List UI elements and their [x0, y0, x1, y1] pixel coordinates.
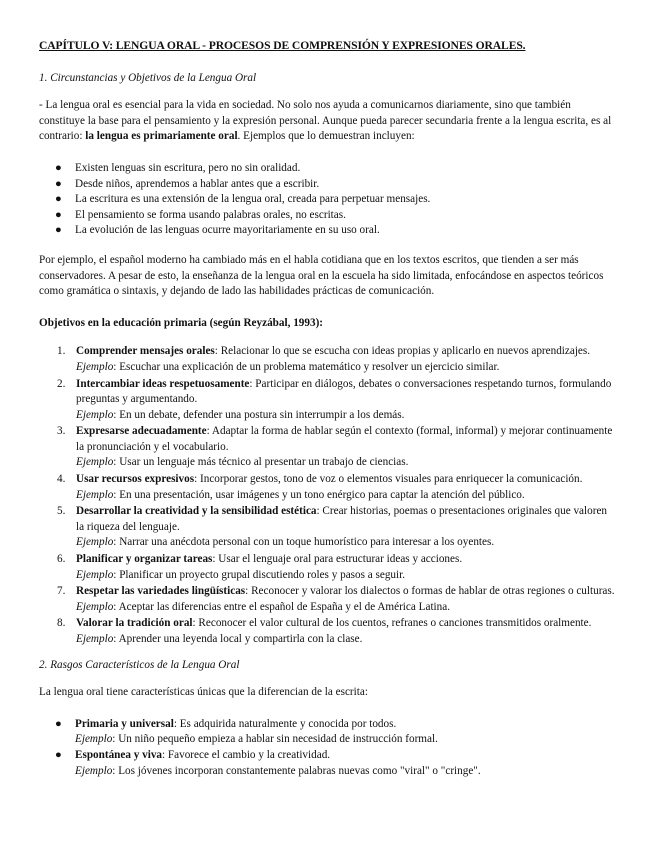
bullet-icon: ● [55, 748, 62, 761]
objective-item: 1. Comprender mensajes orales: Relacionar lo que se escucha con ideas propias y aplicarlo en nuevos aprendizajes. Ejemplo: Escuchar una explicación de un problema matemático y resolver un ejercicio similar. [57, 345, 591, 373]
bullet-icon: ● [55, 177, 62, 190]
list-item: ● La escritura es una extensión de la lengua oral, creada para perpetuar mensajes. [55, 192, 615, 208]
objective-item: 3. Expresarse adecuadamente: Adaptar la forma de hablar según el contexto (formal, informal) y mejorar continuamente la pronunciación y el vocabulario. Ejemplo: Usar un lenguaje más técnico al presentar un trabajo de ciencias. [57, 425, 613, 469]
list-item: ● El pensamiento se forma usando palabras orales, no escritas. [55, 208, 615, 224]
list-item: ● Primaria y universal: Es adquirida naturalmente y conocida por todos. Ejemplo: Un niño pequeño empieza a hablar sin necesidad de instrucción formal. [55, 717, 438, 746]
objective-item: 6. Planificar y organizar tareas: Usar el lenguaje oral para estructurar ideas y acciones. Ejemplo: Planificar un proyecto grupal discutiendo roles y pasos a seguir. [57, 553, 463, 581]
bullet-icon: ● [55, 717, 62, 730]
objective-item: 4. Usar recursos expresivos: Incorporar gestos, tono de voz o elementos visuales para enriquecer la comunicación. Ejemplo: En una presentación, usar imágenes y un tono enérgico para captar la atención del público. [57, 473, 583, 501]
chapter-title: CAPÍTULO V: LENGUA ORAL - PROCESOS DE COMPRENSIÓN Y EXPRESIONES ORALES. [39, 39, 526, 52]
bullet-icon: ● [55, 161, 62, 174]
section-1-paragraph-2: Por ejemplo, el español moderno ha cambiado más en el habla cotidiana que en los textos escritos, que tienden a ser más conservadores. A pesar de esto, la enseñanza de la lengua oral en la escuela ha sido limitada, enfocándose en aspectos teóricos como gramática o sintaxis, y dejando de lado las habilidades prácticas de comunicación. [39, 253, 604, 298]
section-1-intro: - La lengua oral es esencial para la vida en sociedad. No solo nos ayuda a comunicarnos diariamente, sino que también constituye la base para el pensamiento y la expresión personal. Aunque pueda parecer secundaria frente a la lengua escrita, es al contrario: la lengua es primariamente oral. Ejemplos que lo demuestran incluyen: [39, 99, 612, 143]
list-item: ● Espontánea y viva: Favorece el cambio y la creatividad. Ejemplo: Los jóvenes incorporan constantemente palabras nuevas como "viral" o "cringe". [55, 748, 481, 777]
section-2-heading: 2. Rasgos Característicos de la Lengua Oral [39, 658, 240, 671]
objectives-heading: Objetivos en la educación primaria (según Reyzábal, 1993): [39, 316, 324, 329]
oral-examples-list [39, 161, 615, 239]
traits-list [39, 717, 615, 779]
bullet-icon: ● [55, 224, 62, 237]
bullet-icon: ● [55, 208, 62, 221]
objective-item: 7. Respetar las variedades lingüísticas: Reconocer y valorar los dialectos o formas de hablar de otras regiones o culturas. Ejemplo: Aceptar las diferencias entre el español de España y el de América Latina. [57, 585, 615, 613]
section-1-heading: 1. Circunstancias y Objetivos de la Lengua Oral [39, 71, 257, 84]
list-item: ● La evolución de las lenguas ocurre mayoritariamente en su uso oral. [55, 223, 615, 239]
objective-item: 8. Valorar la tradición oral: Reconocer el valor cultural de los cuentos, refranes o canciones transmitidos oralmente. Ejemplo: Aprender una leyenda local y compartirla con la clase. [57, 617, 592, 645]
objective-item: 2. Intercambiar ideas respetuosamente: Participar en diálogos, debates o conversaciones respetando turnos, formulando preguntas y argumentando. Ejemplo: En un debate, defender una postura sin interrumpir a los demás. [57, 377, 612, 421]
bullet-icon: ● [55, 193, 62, 206]
list-item: ● Desde niños, aprendemos a hablar antes que a escribir. [55, 177, 615, 193]
objective-item: 5. Desarrollar la creatividad y la sensibilidad estética: Crear historias, poemas o presentaciones originales que valoren la riqueza del lenguaje. Ejemplo: Narrar una anécdota personal con un toque humorístico para interesar a los oyentes. [57, 505, 608, 549]
section-2-intro: La lengua oral tiene características únicas que la diferencian de la escrita: [39, 686, 368, 699]
objectives-list [39, 344, 615, 647]
intro-bold-phrase: la lengua es primariamente oral [85, 130, 238, 143]
list-item: ● Existen lenguas sin escritura, pero no sin oralidad. [55, 161, 615, 177]
